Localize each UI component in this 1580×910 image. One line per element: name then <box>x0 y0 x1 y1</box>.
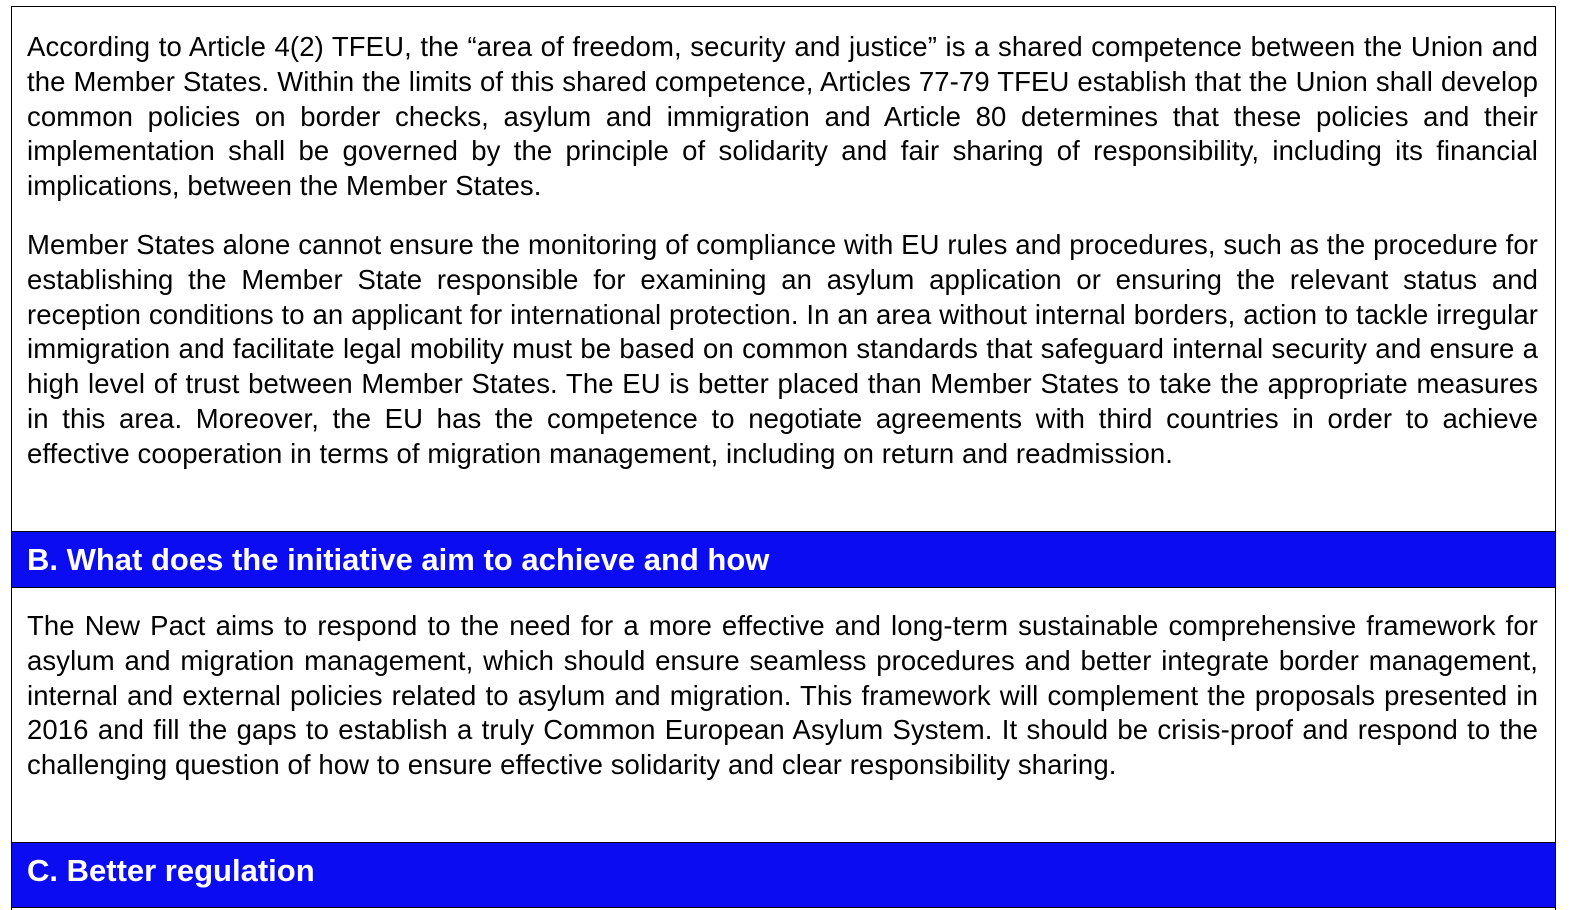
section-title-c: C. Better regulation <box>27 853 315 888</box>
paragraph-competence: According to Article 4(2) TFEU, the “area of freedom, security and justice” is a shared competence between the Union and the Member States. Within the limits of this shared competence, Articles 77-79 TFEU establish that the Union shall develop common policies on border checks, asylum and immigration and Article 80 determines that these policies and their implementation shall be governed by the principle of solidarity and fair sharing of responsibility, including its financial implications, between the Member States. <box>27 31 1538 202</box>
section-header-b <box>12 531 1555 588</box>
section-title-b: B. What does the initiative aim to achieve and how <box>27 542 770 577</box>
section-header-c <box>12 842 1555 908</box>
paragraph-aims: The New Pact aims to respond to the need for a more effective and long-term sustainable comprehensive framework for asylum and migration management, which should ensure seamless procedures and better integrate border management, internal and external policies related to asylum and migration. This framework will complement the proposals presented in 2016 and fill the gaps to establish a truly Common European Asylum System. It should be crisis-proof and respond to the challenging question of how to ensure effective solidarity and clear responsibility sharing. <box>27 610 1538 781</box>
paragraph-subsidiarity: Member States alone cannot ensure the monitoring of compliance with EU rules and procedures, such as the procedure for establishing the Member State responsible for examining an asylum application or ensuring the relevant status and reception conditions to an applicant for international protection. In an area without internal borders, action to tackle irregular immigration and facilitate legal mobility must be based on common standards that safeguard internal security and ensure a high level of trust between Member States. The EU is better placed than Member States to take the appropriate measures in this area. Moreover, the EU has the competence to negotiate agreements with third countries in order to achieve effective cooperation in terms of migration management, including on return and readmission. <box>27 229 1538 469</box>
